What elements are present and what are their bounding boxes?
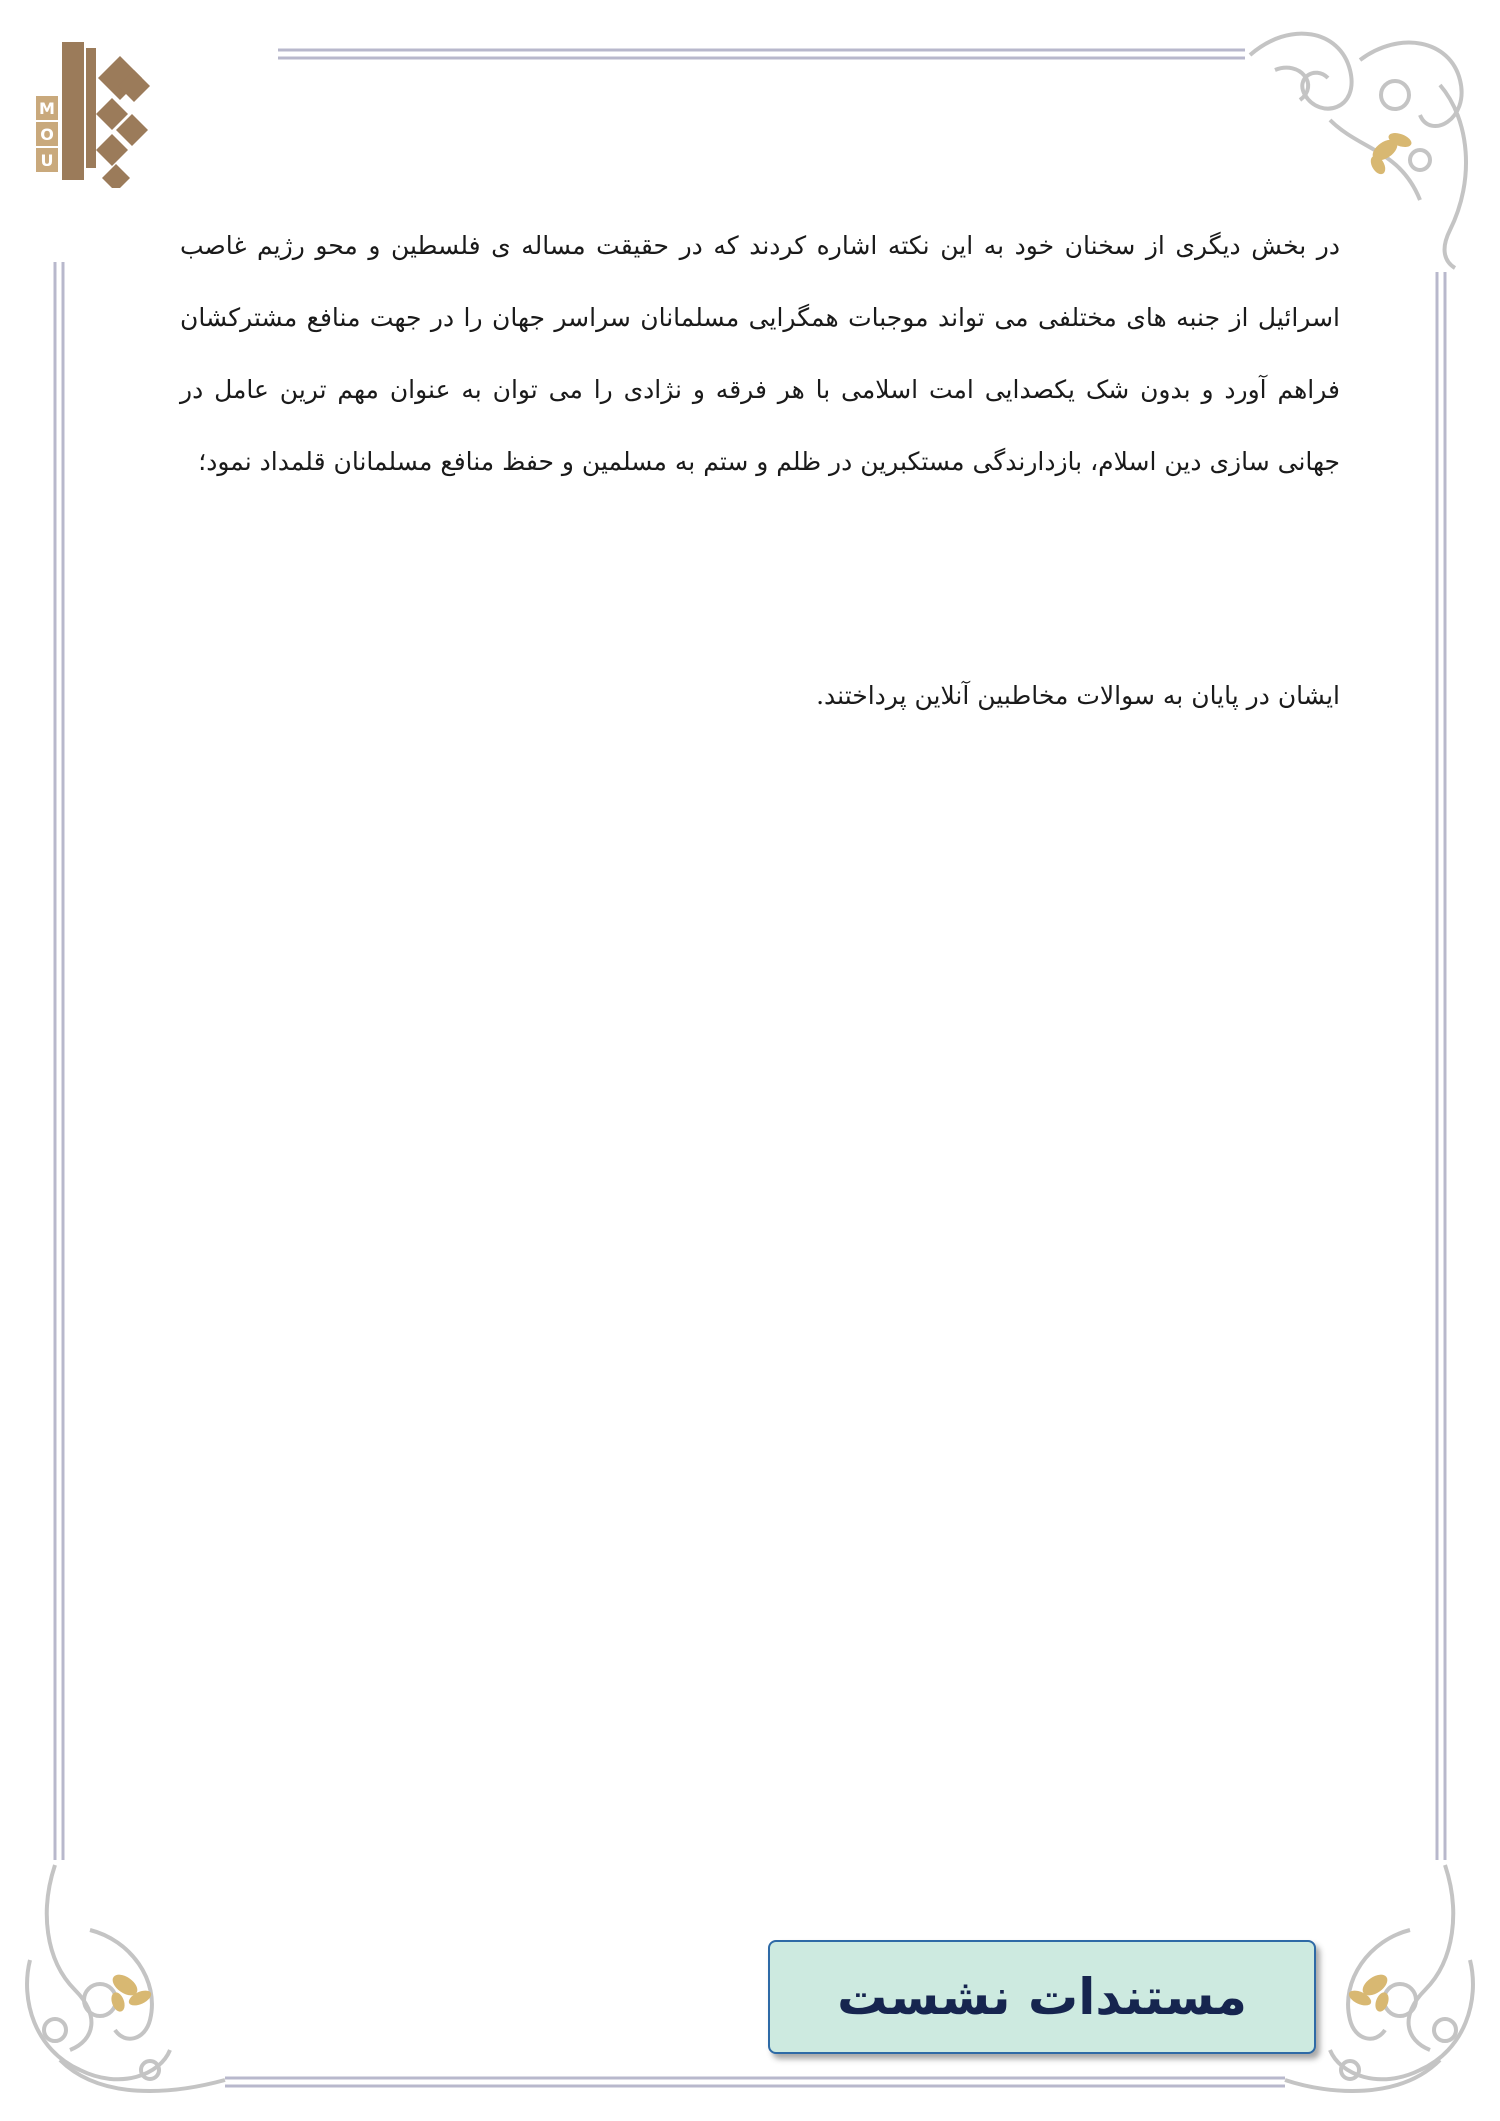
logo-letter-o: O: [40, 125, 54, 144]
frame-left-border: [55, 262, 63, 1860]
ornament-flower-top-right: [1368, 130, 1414, 176]
logo-letters: [36, 96, 58, 172]
frame-bottom-border: [225, 2078, 1285, 2086]
body-paragraph-2: ایشان در پایان به سوالات مخاطبین آنلاین پرداختند.: [816, 681, 1340, 710]
body-paragraph-1: در بخش دیگری از سخنان خود به این نکته اشاره کردند که در حقیقت مساله ی فلسطین و محو رژیم غاصب اسرائیل از جنبه های مختلفی می تواند موجبات همگرایی مسلمانان سراسر جهان را در جهت منافع مشترکشان فراهم آورد و بدون شک یکصدایی امت اسلامی با هر فرقه و نژادی را می توان به عنوان مهم ترین عامل در جهانی سازی دین اسلام، بازدارندگی مستکبرین در ظلم و ستم به مسلمین و حفظ منافع مسلمانان قلمداد نمود؛: [180, 231, 1340, 476]
section-label-box: [768, 1940, 1316, 2054]
logo-letter-u: U: [40, 151, 54, 170]
frame-top-border: [278, 50, 1245, 58]
logo-letter-m: M: [39, 99, 55, 118]
mou-logo: [28, 38, 168, 188]
frame-right-border: [1437, 272, 1445, 1860]
logo-emblem-icon: [62, 42, 150, 188]
section-label-title: مستندات نشست: [837, 1968, 1247, 2026]
